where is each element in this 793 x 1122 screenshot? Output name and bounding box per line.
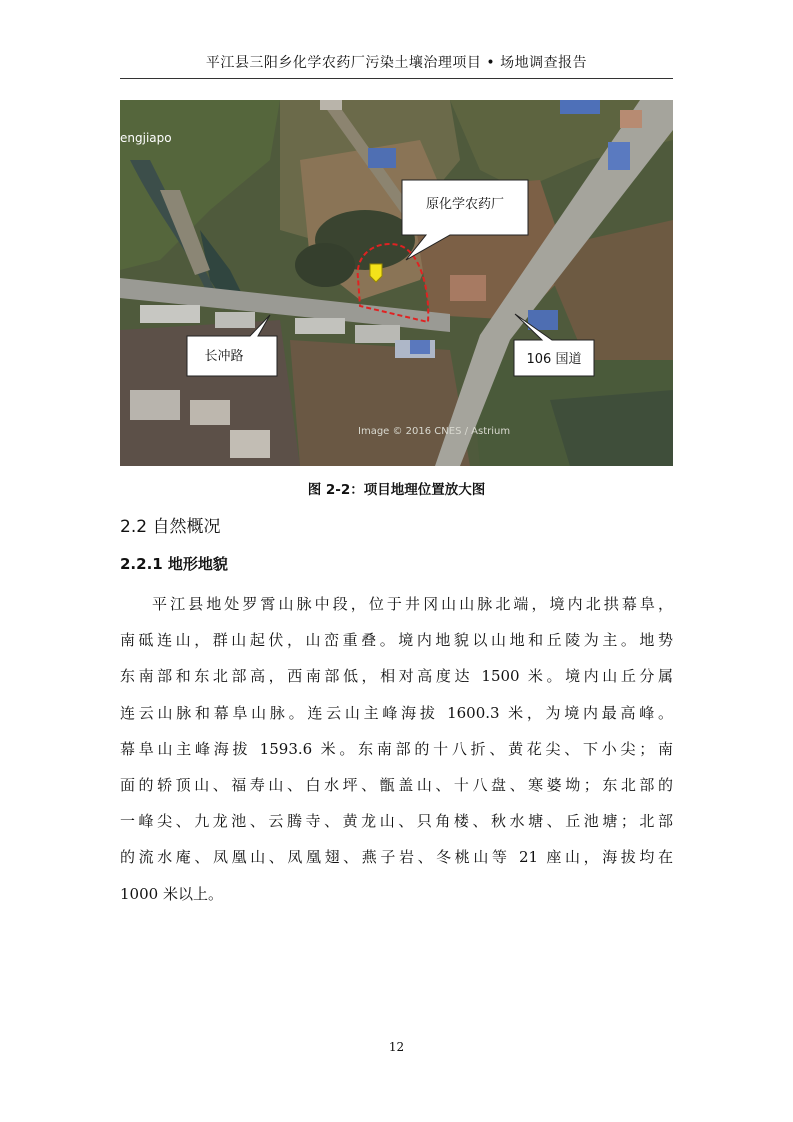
running-header: 平江县三阳乡化学农药厂污染土壤治理项目 • 场地调查报告 [205, 55, 588, 71]
national-road-106-label: 106 国道 [526, 352, 582, 367]
paragraph-line: 面的轿顶山、福寿山、白水坪、甑盖山、十八盘、寒婆坳；东北部的 [120, 775, 673, 794]
section-heading: 2.2 自然概况 [120, 517, 221, 537]
paragraph-line: 南砥连山，群山起伏，山峦重叠。境内地貌以山地和丘陵为主。地势 [120, 631, 673, 650]
figure-caption: 图 2-2：项目地理位置放大图 [307, 482, 486, 498]
body-paragraph [120, 586, 673, 912]
paragraph-line: 平江县地处罗霄山脉中段，位于井冈山山脉北端，境内北拱幕阜， [152, 595, 673, 613]
changchong-road-label: 长冲路 [204, 349, 244, 364]
paragraph-line: 东南部和东北部高，西南部低，相对高度达 1500 米。境内山丘分属 [120, 667, 673, 686]
page-number: 12 [388, 1040, 405, 1054]
satellite-map-image [120, 100, 673, 466]
header-rule [120, 78, 673, 79]
imagery-credit: Image © 2016 CNES / Astrium [358, 426, 511, 437]
paragraph-line: 幕阜山主峰海拔 1593.6 米。东南部的十八折、黄花尖、下小尖；南 [120, 739, 673, 758]
paragraph-line: 1000 米以上。 [120, 884, 223, 903]
map-corner-label: engjiapo [120, 131, 172, 145]
paragraph-line: 连云山脉和幕阜山脉。连云山主峰海拔 1600.3 米，为境内最高峰。 [120, 703, 673, 722]
paragraph-line: 一峰尖、九龙池、云腾寺、黄龙山、只角楼、秋水塘、丘池塘；北部 [120, 812, 673, 831]
subsection-heading: 2.2.1 地形地貌 [120, 555, 228, 573]
paragraph-line: 的流水庵、凤凰山、凤凰翅、燕子岩、冬桃山等 21 座山，海拔均在 [120, 848, 673, 867]
factory-label: 原化学农药厂 [425, 197, 505, 212]
